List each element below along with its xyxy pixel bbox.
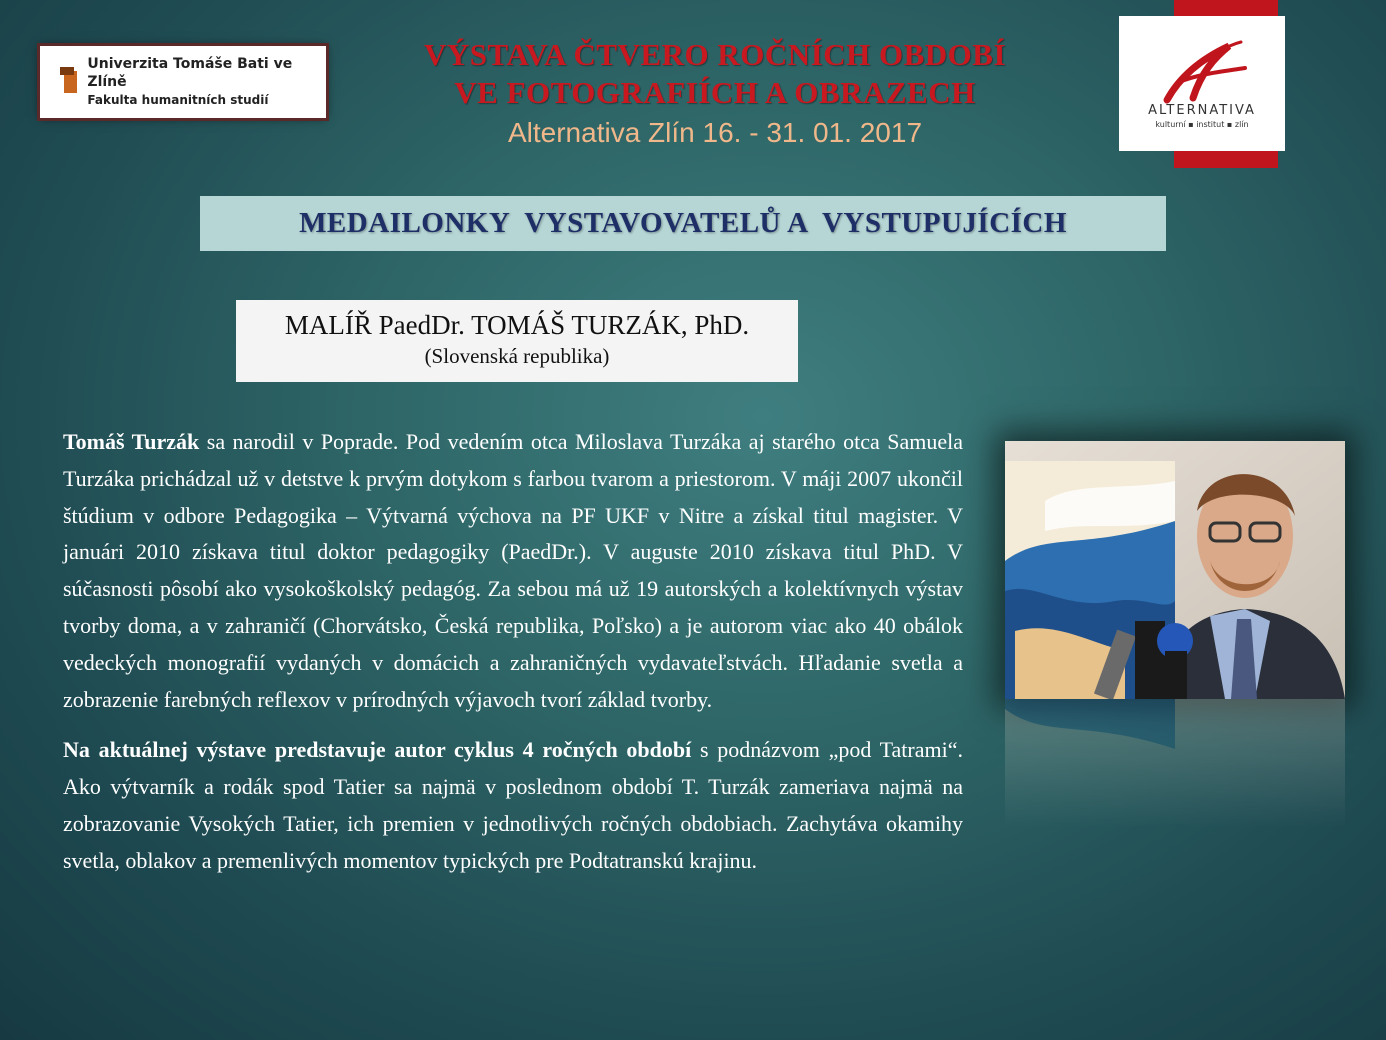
artist-name-box bbox=[236, 300, 798, 382]
section-banner bbox=[200, 196, 1166, 251]
artist-bio bbox=[63, 424, 963, 894]
utb-faculty: Fakulta humanitních studií bbox=[87, 93, 269, 107]
bio-paragraph-2 bbox=[63, 732, 963, 879]
title-line-1: VÝSTAVA ČTVERO ROČNÍCH OBDOBÍ bbox=[423, 37, 1007, 72]
artist-photo bbox=[1005, 441, 1345, 699]
bio-lead-2: Na aktuálnej výstave predstavuje autor cyklus 4 ročných období bbox=[63, 737, 692, 763]
banner-text: MEDAILONKY VYSTAVOVATELŮ A VYSTUPUJÍCÍCH bbox=[299, 207, 1067, 239]
artist-name: MALÍŘ PaedDr. TOMÁŠ TURZÁK, PhD. bbox=[284, 310, 750, 340]
exhibition-dates: Alternativa Zlín 16. - 31. 01. 2017 bbox=[507, 117, 923, 148]
alternativa-a-icon bbox=[1159, 38, 1249, 108]
bio-lead-1: Tomáš Turzák bbox=[63, 429, 200, 454]
portrait-reflection-image bbox=[1005, 699, 1345, 829]
photo-reflection bbox=[1005, 699, 1345, 829]
utb-logo bbox=[40, 46, 326, 118]
bio-text-1: sa narodil v Poprade. Pod vedením otca Miloslava Turzáka aj starého otca Samuela Turzáka prichádzal už v detstve k prvým dotykom s farbou tvarom a priestorom. V máji 2007 ukončil štúdium v odbore Pedagogika – Výtvarná výchova na PF UKF v Nitre a získal titul magister. V januári 2010 získava titul doktor pedagogiky (PaedDr.). V auguste 2010 získava titul PhD. V súčasnosti pôsobí ako vysokoškolský pedagóg. Za sebou má už 19 autorských a kolektívnych výstav tvorby doma, a v zahraničí (Chorvátsko, Česká republika, Poľsko) a je autorom viac ako 40 obálok vedeckých monografií vydaných v domácich a zahraničných vydavateľstvách. Hľadanie svetla a zobrazenie farebných reflexov v prírodných výjavoch tvorí základ tvorby. bbox=[63, 429, 963, 712]
utb-name: Univerzita Tomáše Bati ve Zlíně bbox=[87, 56, 293, 90]
alternativa-tagline: kulturní ▪ institut ▪ zlín bbox=[1155, 120, 1249, 129]
page-title bbox=[330, 36, 1100, 152]
utb-logo-text bbox=[87, 55, 326, 109]
portrait-image bbox=[1005, 441, 1345, 699]
book-icon bbox=[64, 71, 77, 93]
bio-text-2: s podnázvom „pod Tatrami“. Ako výtvarník a rodák spod Tatier sa najmä v poslednom období T. Turzák zameriava najmä na zobrazovanie Vysokých Tatier, ich premien v jednotlivých ročných obdobiach. Zachytáva okamihy svetla, oblakov a premenlivých momentov typických pre Podtatranskú krajinu. bbox=[63, 737, 963, 873]
alternativa-logo bbox=[1119, 16, 1285, 151]
bio-paragraph-1 bbox=[63, 424, 963, 718]
artist-country: (Slovenská republika) bbox=[424, 344, 610, 368]
alternativa-name: ALTERNATIVA bbox=[1148, 103, 1256, 118]
title-line-2: VE FOTOGRAFIÍCH A OBRAZECH bbox=[454, 75, 976, 110]
